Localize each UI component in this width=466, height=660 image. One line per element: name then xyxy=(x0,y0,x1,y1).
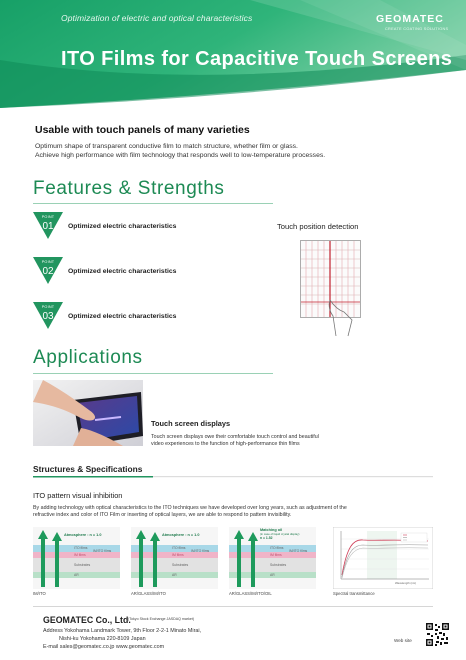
spectral-caption: Spectral transmittance xyxy=(333,591,375,596)
point-number: 01 xyxy=(42,221,54,232)
matching-oil-label: Matching oil xyxy=(260,528,283,532)
structures-heading: Structures & Specifications xyxy=(33,464,143,474)
application-description xyxy=(151,434,421,449)
touch-detection-caption: Touch position detection xyxy=(277,222,359,231)
diagram-caption-3: AR/GLASS/IM/ITO/OIL xyxy=(229,591,272,596)
company-address xyxy=(43,627,201,651)
address-line-1: Address Yokohama Landmark Tower, 9th Floor 2-2-1 Minato Mirai, xyxy=(43,628,202,634)
atmosphere-label: Atmosphere : n = 1.0 xyxy=(64,533,102,537)
ar-label: AR xyxy=(74,573,79,577)
touch-grid-illustration xyxy=(300,240,380,340)
point-number: 02 xyxy=(42,266,54,277)
ito-line-1: By adding technology with optical characteristics to the ITO techniques we have developed over long years, such as adjustment of the xyxy=(33,505,347,511)
substrates-label: Substrates xyxy=(270,563,287,567)
ito-films-label: ITO films xyxy=(270,546,284,550)
point-number: 03 xyxy=(42,311,54,322)
point-badge-2 xyxy=(33,257,63,287)
point-label: POINT xyxy=(41,260,55,264)
substrates-label: Substrates xyxy=(172,563,189,567)
header-subtitle: Optimization of electric and optical characteristics xyxy=(61,13,253,23)
app-desc-line-1: Touch screen displays owe their comfortable touch control and beautiful xyxy=(151,434,319,440)
diagram-caption-1: IM/ITO xyxy=(33,591,46,596)
logo-tagline: CREATE COATING SOLUTIONS xyxy=(385,27,449,31)
spectral-graph xyxy=(333,527,433,589)
point-badge-1 xyxy=(33,212,63,242)
intro-heading: Usable with touch panels of many varieties xyxy=(35,124,250,136)
imito-films-label: IM/ITO films xyxy=(289,549,308,553)
matching-oil-index: n = 1.52 xyxy=(260,536,273,540)
app-desc-line-2: video experiences to the function of high-performance thin films xyxy=(151,441,300,448)
intro-line-2: Achieve high performance with film technology that responds well to low-temperature processes. xyxy=(35,152,326,159)
features-title: Features & Strengths xyxy=(33,178,225,199)
ito-films-label: ITO films xyxy=(74,546,88,550)
company-name: GEOMATEC Co., Ltd. xyxy=(43,615,131,625)
contact-line[interactable]: E-mail sales@geomatec.co.jp www.geomatec.com xyxy=(43,644,165,650)
features-underline xyxy=(33,203,273,205)
feature-text-3: Optimized electric characteristics xyxy=(68,313,177,320)
ar-label: AR xyxy=(172,573,177,577)
applications-title: Applications xyxy=(33,347,143,368)
im-films-label: IM films xyxy=(74,553,86,557)
ito-description xyxy=(33,505,433,520)
address-line-2: Nishi-ku Yokohama 220-8109 Japan xyxy=(59,636,146,642)
im-films-label: IM films xyxy=(172,553,184,557)
stock-market-note: (Tokyo Stock Exchange JASDAQ market) xyxy=(128,617,195,621)
imito-films-label: IM/ITO films xyxy=(191,549,210,553)
structure-diagram-1 xyxy=(33,527,120,589)
qr-code-icon[interactable] xyxy=(425,622,450,647)
application-caption: Touch screen displays xyxy=(151,419,231,428)
diagram-caption-2: AR/GLASS/IM/ITO xyxy=(131,591,166,596)
spectral-xlabel: Wavelength (nm) xyxy=(395,581,417,585)
point-badge-3 xyxy=(33,302,63,332)
point-label: POINT xyxy=(41,305,55,309)
applications-underline xyxy=(33,373,273,375)
feature-text-2: Optimized electric characteristics xyxy=(68,268,177,275)
structures-divider xyxy=(33,476,433,479)
structure-diagram-3 xyxy=(229,527,316,589)
matching-oil-note: (in case of liquid crystal display) xyxy=(260,532,300,536)
company-logo: GEOMATEC xyxy=(376,13,444,25)
ar-label: AR xyxy=(270,573,275,577)
intro-line-1: Optimum shape of transparent conductive film to match structure, whether film or glass. xyxy=(35,143,298,150)
ito-films-label: ITO films xyxy=(172,546,186,550)
ito-heading: ITO pattern visual inhibition xyxy=(33,491,123,500)
substrates-label: Substrates xyxy=(74,563,91,567)
im-films-label: IM films xyxy=(270,553,282,557)
footer-divider xyxy=(33,606,433,608)
intro-text xyxy=(35,142,325,160)
point-label: POINT xyxy=(41,215,55,219)
spectral-plot xyxy=(333,527,433,589)
imito-films-label: IM/ITO films xyxy=(93,549,112,553)
feature-text-1: Optimized electric characteristics xyxy=(68,223,177,230)
page-title: ITO Films for Capacitive Touch Screens xyxy=(61,48,453,70)
touchscreen-photo xyxy=(33,380,143,446)
structure-diagram-2 xyxy=(131,527,218,589)
header-banner xyxy=(0,0,466,108)
website-label: Web site xyxy=(394,638,412,643)
atmosphere-label: Atmosphere : n = 1.0 xyxy=(162,533,200,537)
ito-line-2: refractive index and color of ITO Film or inserting of optical layers, we are able to respond to pattern invisibility. xyxy=(33,512,292,519)
